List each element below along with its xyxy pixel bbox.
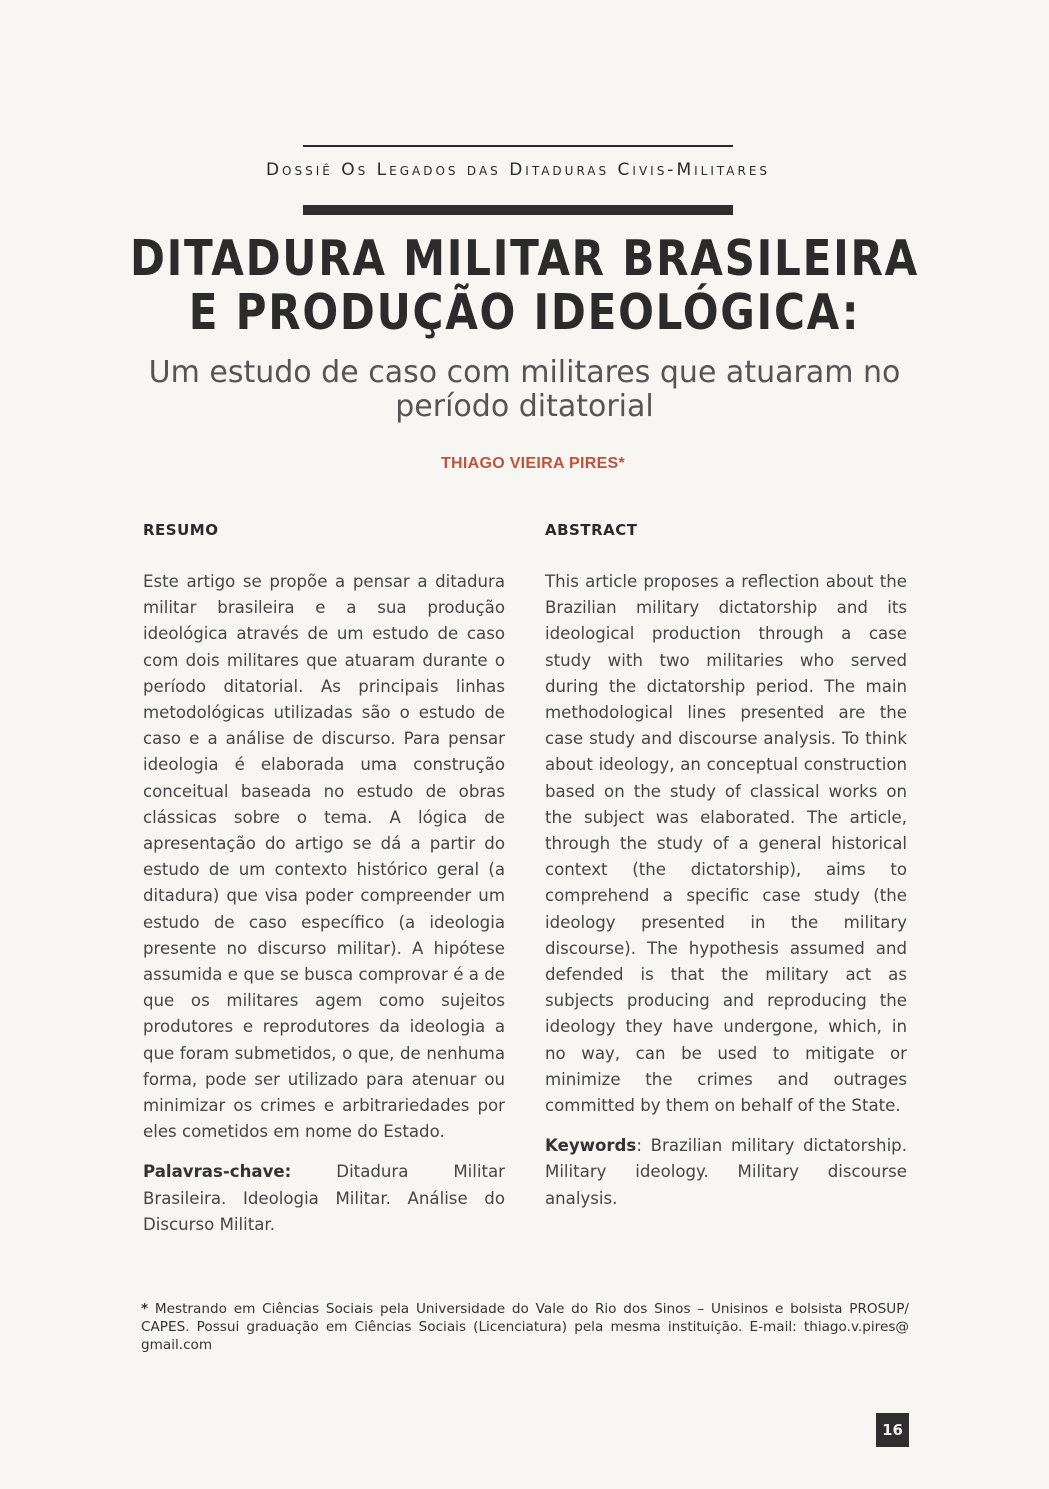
resumo-keywords-text: Ditadura Militar Brasileira. Ideologia Militar. Análise do Discurso Militar. bbox=[143, 1162, 505, 1234]
abstract-column bbox=[545, 518, 907, 1212]
resumo-column bbox=[143, 518, 505, 1238]
header-bottom-rule bbox=[303, 205, 733, 215]
footnote bbox=[141, 1300, 909, 1354]
resumo-keywords bbox=[143, 1159, 505, 1238]
page-number: 16 bbox=[876, 1413, 909, 1447]
footnote-text: Mestrando em Ciências Sociais pela Universidade do Vale do Rio dos Sinos – Unisinos e bolsista PROSUP/ CAPES. Possui graduação em Ciências Sociais (Licenciatura) pela mesma instituição. E-mail: thiago.v.pires@ gmail.com bbox=[141, 1301, 909, 1353]
article-title bbox=[73, 232, 975, 340]
resumo-keywords-label: Palavras-chave: bbox=[143, 1162, 292, 1182]
title-line-2: E PRODUÇÃO IDEOLÓGICA: bbox=[188, 284, 861, 341]
resumo-body: Este artigo se propõe a pensar a ditadura militar brasileira e a sua produção ideológica através de um estudo de caso com dois militares que atuaram durante o período ditatorial. As principais linhas metodológicas utilizadas são o estudo de caso e a análise de discurso. Para pensar ideologia é elaborada uma construção conceitual baseada no estudo de obras clássicas sobre o tema. A lógica de apresentação do artigo se dá a partir do estudo de um contexto histórico geral (a ditadura) que visa poder compreender um estudo de caso específico (a ideologia presente no discurso militar). A hipótese assumida e que se busca comprovar é a de que os militares agem como sujeitos produtores e reprodutores da ideologia a que foram submetidos, o que, de nenhuma forma, pode ser utilizado para atenuar ou minimizar os crimes e arbitrariedades por eles cometidos em nome do Estado. bbox=[143, 572, 505, 1142]
footnote-marker: * bbox=[141, 1301, 149, 1317]
abstract-keywords bbox=[545, 1133, 907, 1212]
abstract-body: This article proposes a reflection about the Brazilian military dictatorship and its ideological production through a case study with two militaries who served during the dictatorship period. The main methodological lines presented are the case study and discourse analysis. To think about ideology, an conceptual construction based on the study of classical works on the subject was elaborated. The article, through the study of a general historical context (the dictatorship), aims to comprehend a specific case study (the ideology presented in the military discourse). The hypothesis assumed and defended is that the military act as subjects producing and reproducing the ideology they have undergone, which, in no way, can be used to mitigate or minimize the crimes and outrages committed by them on behalf of the State. bbox=[545, 572, 907, 1116]
article-subtitle: Um estudo de caso com militares que atuaram no período ditatorial bbox=[148, 355, 901, 424]
section-heading: Dossiê Os Legados das Ditaduras Civis-Militares bbox=[265, 160, 771, 180]
resumo-heading: RESUMO bbox=[143, 521, 219, 539]
abstract-keywords-text: : Brazilian military dictatorship. Military ideology. Military discourse analysis. bbox=[545, 1136, 907, 1208]
abstract-keywords-label: Keywords bbox=[545, 1136, 637, 1156]
author-name: THIAGO VIEIRA PIRES* bbox=[440, 455, 626, 472]
title-line-1: DITADURA MILITAR BRASILEIRA bbox=[129, 230, 920, 287]
abstract-heading: ABSTRACT bbox=[545, 521, 638, 539]
header-top-rule bbox=[303, 145, 733, 147]
